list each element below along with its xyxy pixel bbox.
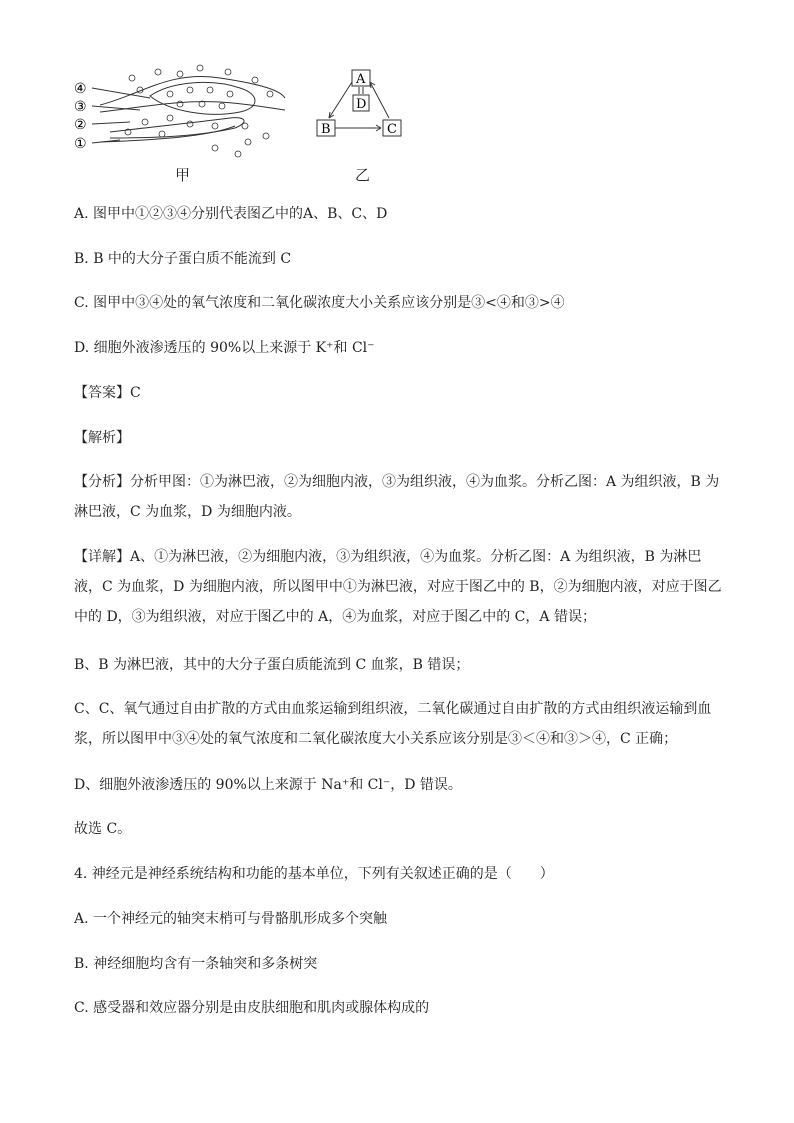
- option-c: C. 图甲中③④处的氧气浓度和二氧化碳浓度大小关系应该分别是③<④和③>④: [74, 295, 565, 311]
- answer: 【答案】C: [74, 385, 141, 401]
- marker-4: ④: [74, 81, 87, 97]
- marker-1: ①: [74, 136, 87, 152]
- figure-jia-diagram: [70, 60, 300, 160]
- question-4-option-c: C. 感受器和效应器分别是由皮肤细胞和肌肉或腺体构成的: [74, 1000, 430, 1016]
- option-d: D. 细胞外液渗透压的 90%以上来源于 K⁺和 Cl⁻: [74, 340, 375, 356]
- figure: [70, 60, 430, 190]
- figure-yi-diagram: [315, 68, 415, 148]
- analysis-title: 【解析】: [74, 430, 130, 446]
- figure-jia-label: 甲: [175, 166, 191, 184]
- analysis-xiangjie: 【详解】A、①为淋巴液，②为细胞内液，③为组织液，④为血浆。分析乙图：A 为组织液，B 为淋巴液，C 为血浆，D 为细胞内液，所以图甲中①为淋巴液，对应于图乙中的 B，②为细胞内液，对应于图乙中的 D，③为组织液，对应于图乙中的 A，④为血浆，对应于图乙中的 C，A 错误；: [74, 549, 722, 625]
- question-4-option-b: B. 神经细胞均含有一条轴突和多条树突: [74, 956, 318, 972]
- detail-d: D、细胞外液渗透压的 90%以上来源于 Na⁺和 Cl⁻，D 错误。: [74, 777, 462, 793]
- option-a: A. 图甲中①②③④分别代表图乙中的A、B、C、D: [74, 206, 388, 222]
- svg-text:D: D: [356, 97, 367, 112]
- option-b: B. B 中的大分子蛋白质不能流到 C: [74, 251, 292, 267]
- analysis-fenxi: 【分析】分析甲图：①为淋巴液，②为细胞内液，③为组织液，④为血浆。分析乙图：A 为组织液，B 为淋巴液，C 为血浆，D 为细胞内液。: [74, 474, 720, 520]
- svg-text:A: A: [356, 72, 366, 87]
- question-4-option-a: A. 一个神经元的轴突末梢可与骨骼肌形成多个突触: [74, 911, 388, 927]
- question-4-stem: 4. 神经元是神经系统结构和功能的基本单位，下列有关叙述正确的是（ ）: [74, 866, 554, 882]
- marker-2: ②: [74, 117, 87, 133]
- figure-yi-label: 乙: [355, 166, 371, 184]
- detail-c: C、C、氧气通过自由扩散的方式由血浆运输到组织液，二氧化碳通过自由扩散的方式由组织液运输到血浆，所以图甲中③④处的氧气浓度和二氧化碳浓度大小关系应该分别是③＜④和③＞④，C 正确；: [74, 701, 712, 747]
- marker-3: ③: [74, 99, 87, 115]
- svg-text:C: C: [387, 122, 397, 137]
- detail-b: B、B 为淋巴液，其中的大分子蛋白质能流到 C 血浆，B 错误；: [74, 657, 470, 673]
- svg-text:B: B: [321, 122, 331, 137]
- conclusion: 故选 C。: [74, 821, 132, 837]
